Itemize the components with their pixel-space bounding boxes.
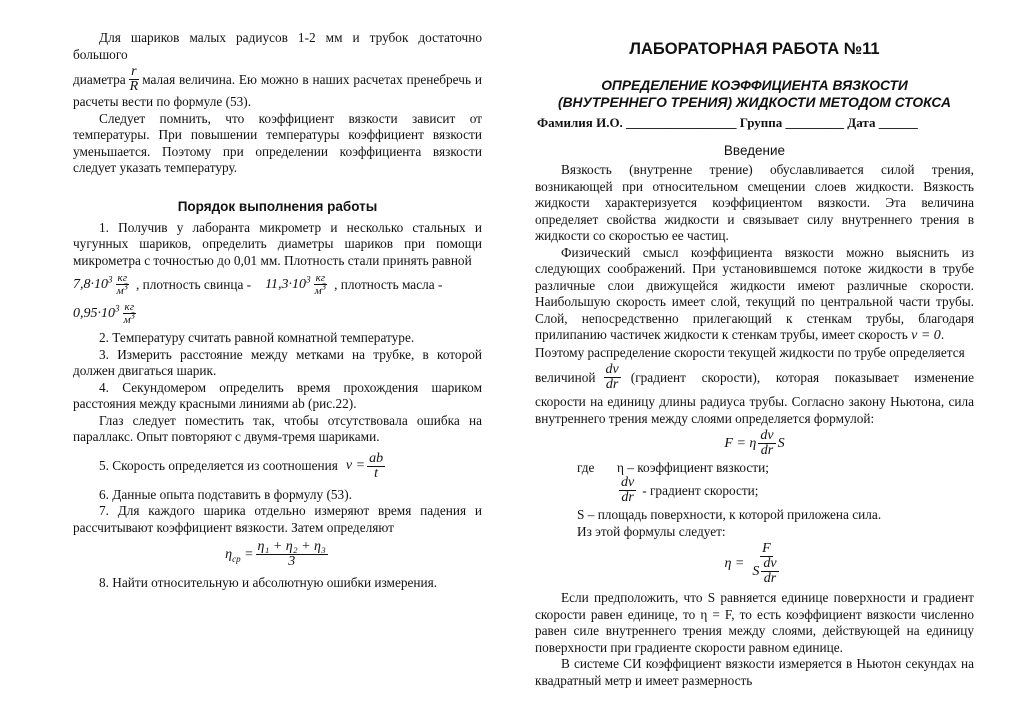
- step-7: 7. Для каждого шарика отдельно измеряют время падения и рассчитывают коэффициент вязкости. Затем определяют: [73, 503, 482, 535]
- paragraph: Физический смысл коэффициента вязкости можно выяснить из следующих соображений. При установившемся потоке жидкости в трубе различные слои движущейся жидкости имеют различные скорости. Наибольшую скорость имеет слой, текущий по центральной части трубы. Слой, непосредственно прилегающий к стенкам трубы, благодаря прилипанию частичек жидкости к стенкам трубы, имеет скорость v = 0.: [535, 244, 974, 343]
- fraction-dv-dr: [761, 557, 778, 586]
- step-8: 8. Найти относительную и абсолютную ошибки измерения.: [99, 575, 438, 590]
- exponent: 3: [108, 273, 113, 284]
- step-6: 6. Данные опыта подставить в формулу (53).: [99, 486, 352, 502]
- numerator: r: [131, 64, 137, 79]
- numerator: F: [762, 541, 771, 556]
- eta-fraction: [256, 540, 328, 569]
- eta-formula: [535, 542, 974, 586]
- text: величиной: [535, 369, 596, 385]
- v-zero: v = 0: [911, 328, 941, 343]
- paragraph: В системе СИ коэффициент вязкости измеряется в Ньютон секундах на квадратный метр и имеет размерность: [535, 656, 974, 688]
- unit-kg-m3: [313, 272, 329, 297]
- subtitle-line-2: (ВНУТРЕННЕГО ТРЕНИЯ) ЖИДКОСТИ МЕТОДОМ СТОКСА: [557, 95, 952, 110]
- exponent: 3: [115, 302, 120, 313]
- text: (градиент скорости), которая показывает изменение: [630, 369, 974, 385]
- value: 11,3·10: [265, 276, 307, 292]
- formula-line: [73, 65, 482, 94]
- exponent: 3: [306, 273, 311, 284]
- unit-kg-m3: [115, 272, 131, 297]
- eta: η: [225, 546, 233, 562]
- paragraph: Глаз следует поместить так, чтобы отсутствовала ошибка на параллакс. Опыт повторяют с двумя-тремя шариками.: [73, 412, 482, 444]
- value: 0,95·10: [73, 305, 115, 321]
- paragraph: Поэтому распределение скорости текущей жидкости по трубе определяется: [535, 344, 965, 360]
- step-3: 3. Измерить расстояние между метками на трубке, в которой должен двигаться шарик.: [73, 346, 482, 378]
- subscript: ср: [232, 553, 241, 564]
- unit-den-text: м: [314, 285, 322, 297]
- text: диаметра: [73, 71, 126, 87]
- text: 5. Скорость определяется из соотношения: [99, 458, 338, 473]
- fraction-dv-dr: [758, 429, 775, 458]
- area-symbol: S: [777, 435, 785, 451]
- gradient-line: [535, 363, 974, 392]
- unit-den-text: м: [123, 314, 131, 326]
- denominator: R: [129, 79, 139, 94]
- unit-den: [115, 281, 131, 297]
- numerator: dv: [621, 475, 635, 490]
- formula-lhs: η =: [724, 556, 745, 571]
- unit-den-text: м: [116, 285, 124, 297]
- paragraph: Если предположить, что S равняется единице поверхности и градиент скорости равен единице, то η = F, то есть коэффициент вязкости численно равен силе внутреннего трения между слоями, действующей на единицу поверхности при градиенте скорости равном единице.: [535, 590, 974, 655]
- denominator: dr: [760, 443, 774, 458]
- denominator: t: [374, 465, 378, 481]
- paragraph: S – площадь поверхности, к которой приложена сила.: [577, 507, 882, 522]
- numerator: dv: [760, 428, 774, 443]
- numerator: ab: [369, 450, 384, 466]
- unit-den: [313, 281, 329, 297]
- step-2: 2. Температуру считать равной комнатной температуре.: [99, 330, 415, 345]
- formula-lhs: v =: [345, 458, 366, 473]
- paragraph: Вязкость (внутренне трение) обуславливается силой трения, возникающей при относительном смещении слоев жидкости. Вязкость жидкости характеризуется коэффициентом вязкости. Эта величина определяет свойства жидкости и связывает силу внутреннего трения в жидкости со скоростью ее частиц.: [535, 162, 974, 243]
- text: , плотность масла -: [334, 276, 443, 292]
- step-1: 1. Получив у лаборанта микрометр и несколько стальных и чугунных шариков, определить диаметры шариков при помощи микрометра с точностью до 0,01 мм. Плотность стали принять равной: [73, 219, 482, 268]
- oil-line: [73, 301, 482, 326]
- fraction-r-over-R: [128, 65, 141, 94]
- where-line: [535, 460, 974, 476]
- steel-density: [73, 273, 113, 293]
- section-heading: Порядок выполнения работы: [177, 198, 378, 214]
- density-line: [73, 272, 482, 297]
- text: - градиент скорости;: [642, 482, 759, 498]
- fraction-F-over-S-grad: [750, 542, 782, 586]
- step-4: 4. Секундомером определить время прохождения шариком расстояния между красными линиями ab (рис.22).: [73, 379, 482, 411]
- gradient-def-line: [535, 476, 974, 505]
- section-heading: Введение: [723, 143, 786, 158]
- paragraph: Из этой формулы следует:: [577, 523, 726, 539]
- fraction-dv-dr: [619, 476, 636, 505]
- denominator: 3: [288, 554, 296, 569]
- denominator: dr: [621, 490, 634, 505]
- eta-lhs: $\eta_{ср}$ =: [225, 546, 254, 564]
- denominator: dr: [763, 571, 777, 586]
- unit-den: [122, 310, 138, 326]
- lead-density: [265, 273, 311, 293]
- paragraph: Следует помнить, что коэффициент вязкости зависит от температуры. При повышении температуры коэффициент вязкости уменьшается. Поэтому при определении коэффициента вязкости следует указать температуру.: [73, 110, 482, 175]
- right-page: [512, 0, 1024, 724]
- unit-kg-m3: [122, 301, 138, 326]
- text: где: [577, 460, 595, 475]
- exponent: 3: [123, 281, 129, 292]
- value: 7,8·10: [73, 276, 108, 292]
- eta-average-formula: [73, 540, 482, 569]
- exponent: 3: [321, 281, 327, 292]
- fraction-dv-dr: [604, 363, 621, 392]
- numerator: dv: [763, 556, 777, 571]
- area-symbol: S: [752, 563, 760, 579]
- paragraph: Для шариков малых радиусов 1-2 мм и трубок достаточно большого: [73, 30, 482, 62]
- denominator: dr: [605, 377, 619, 392]
- numerator: η₁ + η₂ + η₃: [257, 539, 326, 554]
- fraction-ab-t: [367, 452, 385, 481]
- text: малая величина. Ею можно в наших расчетах пренебречь и: [142, 71, 482, 87]
- oil-density: [73, 302, 120, 322]
- denominator: [750, 557, 782, 586]
- unit-num: кг: [117, 272, 127, 284]
- unit-num: кг: [124, 301, 134, 313]
- page-title: ЛАБОРАТОРНАЯ РАБОТА №11: [629, 40, 880, 58]
- text: , плотность свинца -: [136, 276, 252, 292]
- numerator: dv: [605, 362, 619, 377]
- text: Физический смысл коэффициента вязкости можно выяснить из следующих соображений. При установившемся потоке жидкости в трубе различные слои движущейся жидкости имеют различные скорости. Наибольшую скорость имеет слой, текущий по центральной части трубы. Слой, непосредственно прилегающий к стенкам трубы, благодаря прилипанию частичек жидкости к стенкам трубы, имеет скорость: [535, 244, 974, 342]
- exponent: 3: [130, 310, 136, 321]
- paragraph: расчеты вести по формуле (53).: [73, 94, 252, 109]
- newton-formula: [535, 429, 974, 458]
- student-fields: Фамилия И.О. _________________ Группа _________ Дата ______: [537, 115, 918, 130]
- formula-lhs: F = η: [724, 435, 757, 451]
- subtitle-line-1: ОПРЕДЕЛЕНИЕ КОЭФФИЦИЕНТА ВЯЗКОСТИ: [601, 78, 908, 93]
- unit-num: кг: [315, 272, 326, 284]
- step-5: [73, 452, 482, 481]
- paragraph: скорости на единицу длины радиуса трубы. Согласно закону Ньютона, сила внутреннего трения между слоями определяется формулой:: [535, 394, 974, 426]
- text: η – коэффициент вязкости;: [617, 460, 769, 475]
